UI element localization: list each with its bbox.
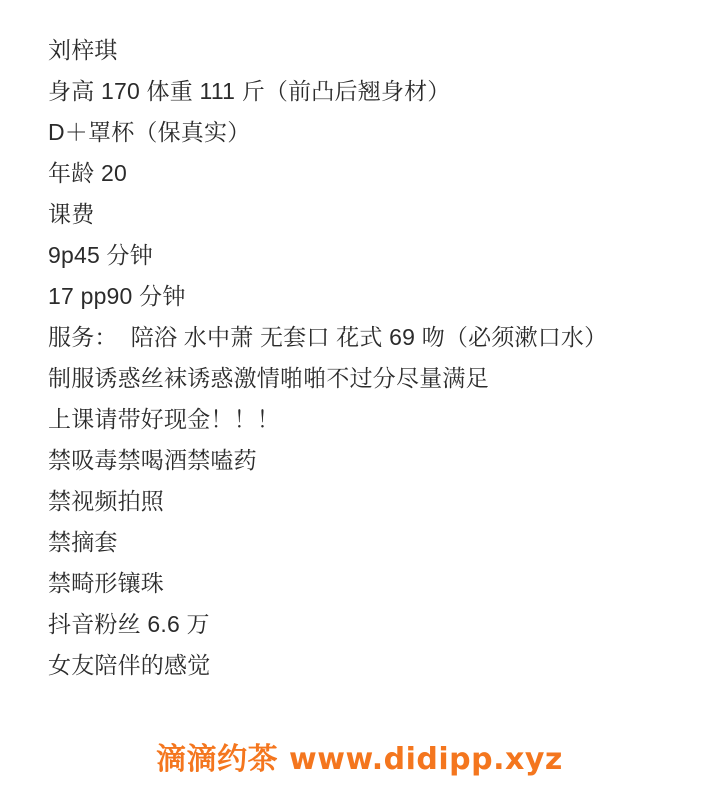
- text-line: 身高 170 体重 111 斤（前凸后翘身材）: [48, 78, 451, 104]
- text-line: 禁吸毒禁喝酒禁嗑药: [48, 447, 257, 473]
- text-line: 上课请带好现金！！！: [48, 406, 280, 432]
- text-line: 禁畸形镶珠: [48, 570, 164, 596]
- text-line: 课费: [48, 201, 95, 227]
- text-line: 年龄 20: [48, 160, 127, 186]
- text-line: 禁视频拍照: [48, 488, 164, 514]
- text-line: 女友陪伴的感觉: [48, 652, 211, 678]
- text-line: D＋罩杯（保真实）: [48, 119, 251, 145]
- text-line: 服务： 陪浴 水中萧 无套口 花式 69 吻（必须漱口水）: [48, 324, 608, 350]
- text-line: 制服诱惑丝袜诱惑激情啪啪不过分尽量满足: [48, 365, 489, 391]
- text-line: 抖音粉丝 6.6 万: [48, 611, 210, 637]
- text-line: 17 pp90 分钟: [48, 283, 186, 309]
- text-line: 禁摘套: [48, 529, 118, 555]
- footer-watermark-area: [0, 734, 719, 778]
- site-watermark: 滴滴约茶 www.didipp.xyz: [156, 742, 563, 777]
- text-line: 刘梓琪: [48, 37, 118, 63]
- document-body: [48, 30, 699, 686]
- text-line: 9p45 分钟: [48, 242, 153, 268]
